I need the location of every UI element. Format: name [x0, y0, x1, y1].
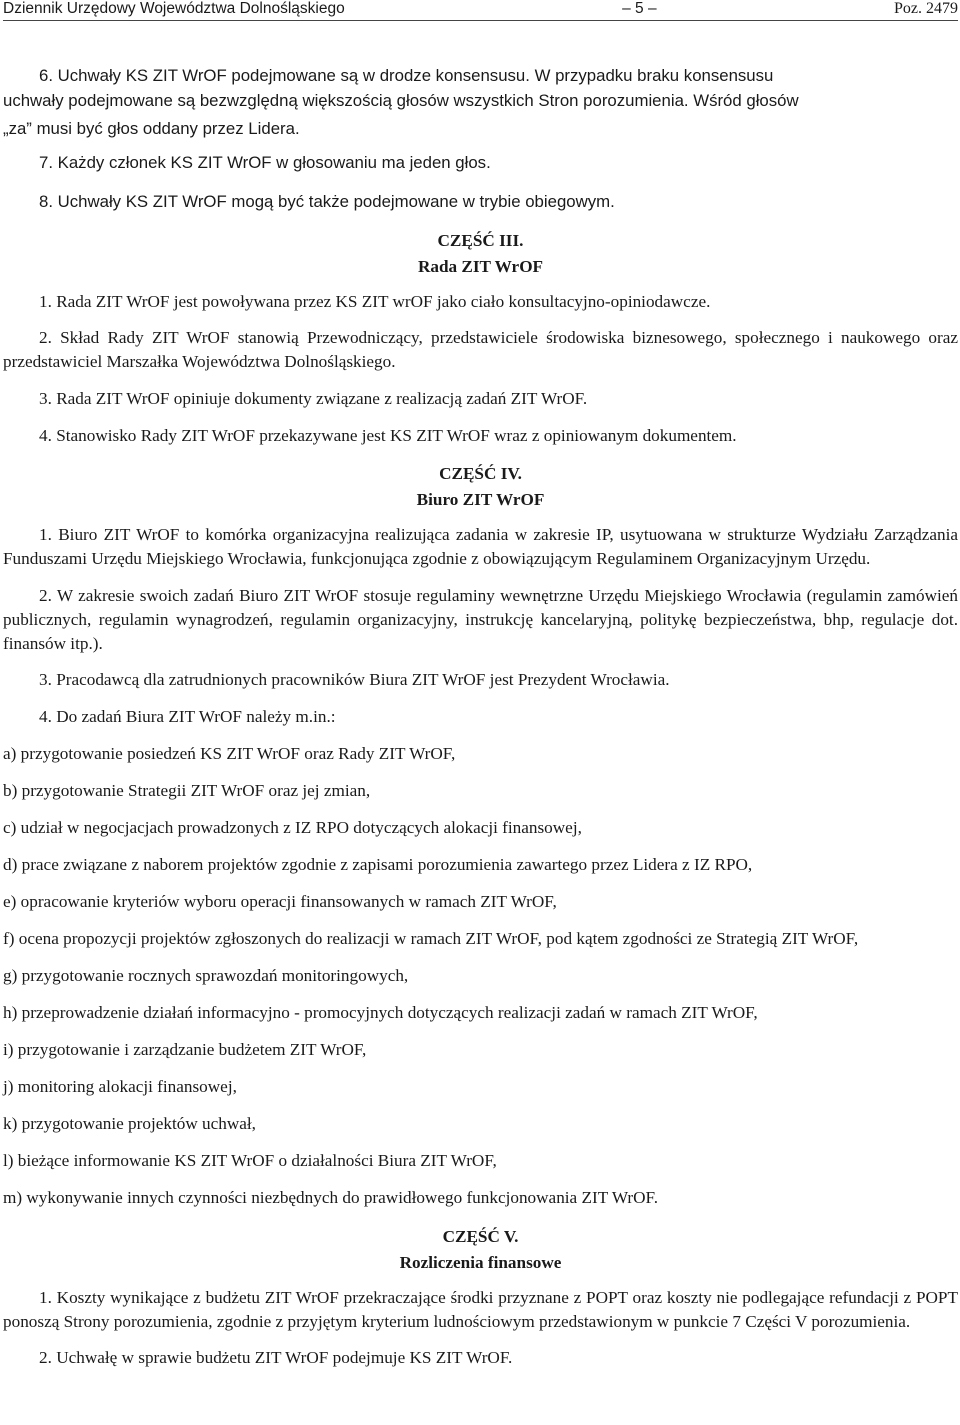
- page-header: [3, 0, 958, 21]
- list-item: k) przygotowanie projektów uchwał,: [3, 1114, 256, 1133]
- part-3-point-4: 4. Stanowisko Rady ZIT WrOF przekazywane jest KS ZIT WrOF wraz z opiniowanym dokumentem.: [39, 426, 737, 445]
- part-5-point-1: 1. Koszty wynikające z budżetu ZIT WrOF przekraczające środki przyznane z POPT oraz koszty nie podlegające refundacji z POPT ponoszą Strony porozumienia, zgodnie z przyjętym kryterium ludnościowym przedstawionym w punkcie 7 Części V porozumienia.: [3, 1288, 958, 1331]
- paragraph-8: 8. Uchwały KS ZIT WrOF mogą być także podejmowane w trybie obiegowym.: [39, 192, 615, 211]
- list-item: f) ocena propozycji projektów zgłoszonych do realizacji w ramach ZIT WrOF, pod kątem zgodności ze Strategią ZIT WrOF,: [3, 929, 859, 948]
- position-number: Poz. 2479: [894, 0, 958, 17]
- part-4-point-2: 2. W zakresie swoich zadań Biuro ZIT WrOF stosuje regulaminy wewnętrzne Urzędu Miejskiego Wrocławia (regulamin zamówień publicznych, regulamin wynagrodzeń, regulamin organizacyjny, instrukcję kancelaryjną, politykę bezpieczeństwa, bhp, regulacje dot. finansów itp.).: [3, 586, 958, 653]
- part-4-heading: CZĘŚĆ IV.: [439, 464, 522, 483]
- part-4-point-4: 4. Do zadań Biura ZIT WrOF należy m.in.:: [39, 707, 336, 726]
- part-3-subheading: Rada ZIT WrOF: [417, 257, 544, 276]
- part-5-heading: CZĘŚĆ V.: [442, 1227, 519, 1246]
- part-4-subheading: Biuro ZIT WrOF: [416, 490, 545, 509]
- list-item: g) przygotowanie rocznych sprawozdań monitoringowych,: [3, 966, 409, 985]
- part-5-point-2: 2. Uchwałę w sprawie budżetu ZIT WrOF podejmuje KS ZIT WrOF.: [39, 1348, 513, 1367]
- paragraph-6-line3: „za” musi być głos oddany przez Lidera.: [3, 119, 300, 138]
- list-item: e) opracowanie kryteriów wyboru operacji finansowanych w ramach ZIT WrOF,: [3, 892, 557, 911]
- list-item: h) przeprowadzenie działań informacyjno - promocyjnych dotyczących realizacji zadań w ramach ZIT WrOF,: [3, 1003, 758, 1022]
- part-3: [3, 228, 958, 448]
- list-item: a) przygotowanie posiedzeń KS ZIT WrOF oraz Rady ZIT WrOF,: [3, 744, 456, 763]
- part-3-heading: CZĘŚĆ III.: [437, 231, 524, 250]
- list-item: j) monitoring alokacji finansowej,: [3, 1077, 237, 1096]
- part-3-point-1: 1. Rada ZIT WrOF jest powoływana przez KS ZIT wrOF jako ciało konsultacyjno-opiniodawcze.: [39, 292, 711, 311]
- list-item: i) przygotowanie i zarządzanie budżetem ZIT WrOF,: [3, 1040, 367, 1059]
- part2-tail-block: [3, 64, 958, 216]
- list-item: m) wykonywanie innych czynności niezbędnych do prawidłowego funkcjonowania ZIT WrOF.: [3, 1188, 659, 1207]
- part-4-point-1: 1. Biuro ZIT WrOF to komórka organizacyjna realizująca zadania w zakresie IP, usytuowana w strukturze Wydziału Zarządzania Funduszami Urzędu Miejskiego Wrocławia, funkcjonująca zgodnie z obowiązującym Regulaminem Organizacyjnym Urzędu.: [3, 525, 958, 568]
- paragraph-7: 7. Każdy członek KS ZIT WrOF w głosowaniu ma jeden głos.: [39, 153, 491, 172]
- part-5-subheading: Rozliczenia finansowe: [399, 1253, 562, 1272]
- part-4-point-3: 3. Pracodawcą dla zatrudnionych pracowników Biura ZIT WrOF jest Prezydent Wrocławia.: [39, 670, 670, 689]
- list-item: l) bieżące informowanie KS ZIT WrOF o działalności Biura ZIT WrOF,: [3, 1151, 497, 1170]
- list-item: b) przygotowanie Strategii ZIT WrOF oraz jej zmian,: [3, 781, 371, 800]
- list-item: c) udział w negocjacjach prowadzonych z IZ RPO dotyczących alokacji finansowej,: [3, 818, 582, 837]
- page-number: – 5 –: [622, 0, 657, 17]
- journal-title: Dziennik Urzędowy Województwa Dolnośląskiego: [3, 0, 345, 17]
- paragraph-6-line2: uchwały podejmowane są bezwzględną większością głosów wszystkich Stron porozumienia. Wśród głosów: [3, 91, 799, 110]
- part-3-point-3: 3. Rada ZIT WrOF opiniuje dokumenty związane z realizacją zadań ZIT WrOF.: [39, 389, 588, 408]
- task-list: [3, 742, 958, 1210]
- part-4: [3, 461, 958, 1210]
- paragraph-6-line1: 6. Uchwały KS ZIT WrOF podejmowane są w drodze konsensusu. W przypadku braku konsensusu: [39, 66, 774, 85]
- part-3-point-2: 2. Skład Rady ZIT WrOF stanowią Przewodniczący, przedstawiciele środowiska biznesowego, społecznego i naukowego oraz przedstawiciel Marszałka Województwa Dolnośląskiego.: [3, 328, 958, 371]
- part-5: [3, 1224, 958, 1370]
- list-item: d) prace związane z naborem projektów zgodnie z zapisami porozumienia zawartego przez Lidera z IZ RPO,: [3, 855, 753, 874]
